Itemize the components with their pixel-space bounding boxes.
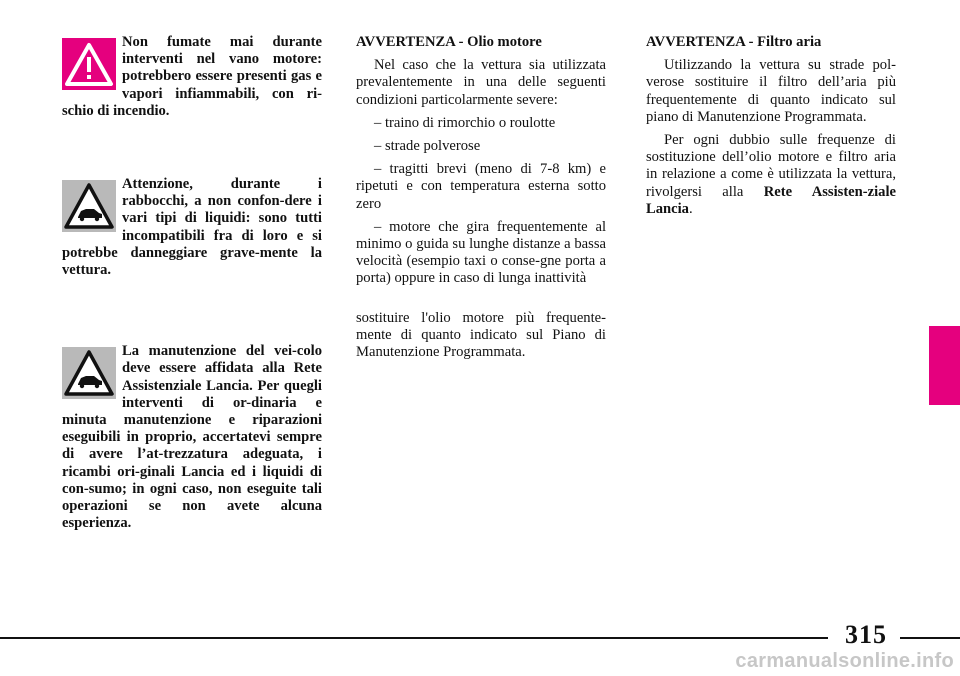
fire-warning-triangle-icon [62,38,116,90]
footer-watermark: carmanualsonline.info [735,650,954,672]
list-item: – traino di rimorchio o roulotte [374,114,556,131]
paragraph [646,132,896,218]
section-tab [929,326,960,405]
bottom-rule [900,637,960,639]
warning-text: Attenzione, durante i rabbocchi, a non confon-dere i vari tipi di liquidi: sono tutti incompatibili fra di loro e si potrebbe danneggiare grave-mente la vettura. [62,176,322,279]
list-item: – strade polverose [374,138,481,155]
warning-text: Non fumate mai durante interventi nel vano motore: potrebbero essere presenti gas e vapori infiammabili, con ri-schio di incendio. [62,34,322,119]
paragraph: sostituire l'olio motore più frequente-mente di quanto indicato sul Piano di Manutenzione Programmata. [356,309,606,361]
warning-liquids [62,176,322,279]
page-number: 315 [845,620,887,649]
air-filter-section [646,34,896,224]
warning-smoking [62,34,322,120]
paragraph: Nel caso che la vettura sia utilizzata prevalentemente in una delle seguenti condizioni particolarmente severe: [356,57,606,108]
warning-text: La manutenzione del vei-colo deve essere affidata alla Rete Assistenziale Lancia. Per quegli interventi di or-dinaria e minuta manutenzione e riparazioni eseguibili in proprio, accertatevi sempre di avere l’at-trezzatura adeguata, i ricambi ori-ginali Lancia ed i liquidi di con-sumo; in ogni caso, non eseguite tali operazioni se non avete alcuna esperienza. [62,343,322,532]
paragraph-text: Per ogni dubbio sulle frequenze di sostituzione dell’olio motore e filtro aria in relazione a come è utilizzata la vettura, rivolgersi alla [646,132,896,200]
list-item: – tragitti brevi (meno di 7-8 km) e ripetuti e con temperatura esterna sotto zero [356,161,606,212]
section-heading: AVVERTENZA - Filtro aria [646,34,822,50]
paragraph-end: . [688,200,693,217]
paragraph: Utilizzando la vettura su strade pol-verose sostituire il filtro dell’aria più frequentemente di quanto indicato sul piano di Manutenzione Programmata. [646,57,896,125]
car-warning-triangle-icon [62,347,116,399]
list-item: – motore che gira frequentemente al minimo o guida su lunghe distanze a bassa velocità (esempio taxi o conse-gne porta a porta) oppure in caso di lunga inattività [356,218,606,287]
section-heading: AVVERTENZA - Olio motore [356,34,542,50]
bottom-rule [0,637,828,639]
dealer-network-name: Rete Assisten-ziale Lancia [646,183,896,217]
car-warning-triangle-icon [62,180,116,232]
oil-section [356,34,606,367]
warning-maintenance [62,343,322,532]
warnings-column [62,34,322,532]
